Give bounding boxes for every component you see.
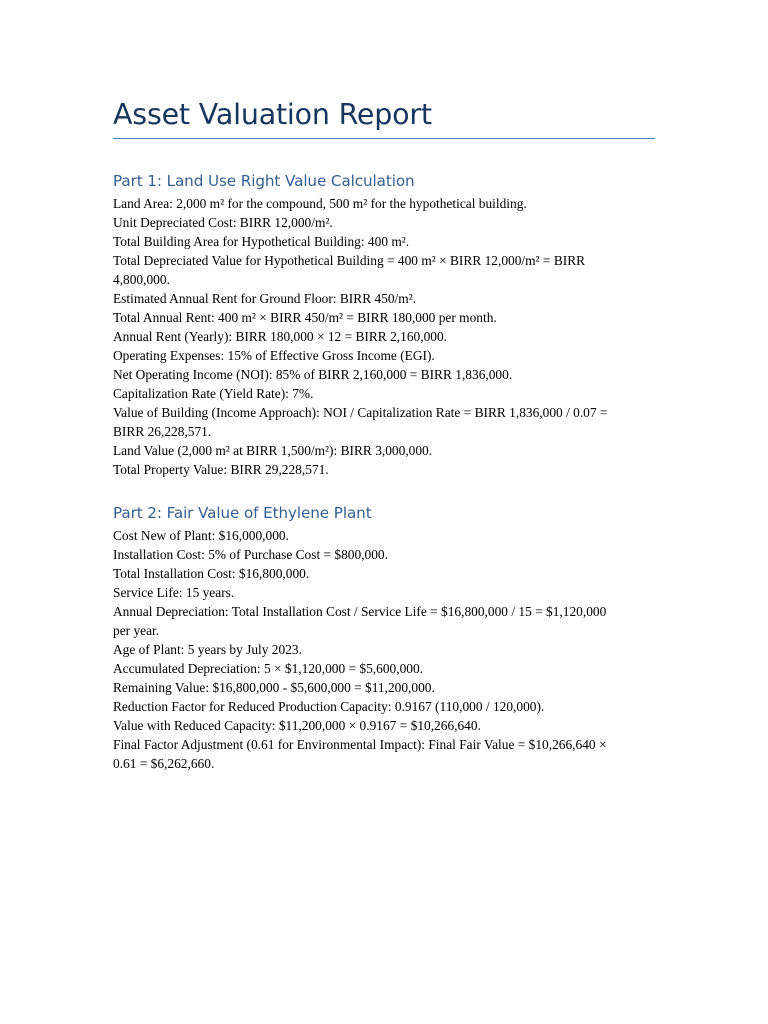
text-line: Estimated Annual Rent for Ground Floor: BIRR 450/m². bbox=[113, 291, 417, 306]
section-part-2 bbox=[113, 503, 655, 773]
text-line: Installation Cost: 5% of Purchase Cost = $800,000. bbox=[113, 547, 388, 562]
text-line: per year. bbox=[113, 623, 160, 638]
section-heading: Part 2: Fair Value of Ethylene Plant bbox=[113, 504, 372, 522]
text-line: Total Depreciated Value for Hypothetical Building = 400 m² × BIRR 12,000/m² = BIRR bbox=[113, 253, 586, 268]
text-line: Annual Depreciation: Total Installation Cost / Service Life = $16,800,000 / 15 = $1,120,000 bbox=[113, 604, 607, 619]
text-line: Remaining Value: $16,800,000 - $5,600,000 = $11,200,000. bbox=[113, 680, 435, 695]
text-line: Total Installation Cost: $16,800,000. bbox=[113, 566, 310, 581]
text-line: Total Annual Rent: 400 m² × BIRR 450/m² = BIRR 180,000 per month. bbox=[113, 310, 497, 325]
document-sections bbox=[113, 171, 655, 773]
text-line: Cost New of Plant: $16,000,000. bbox=[113, 528, 289, 543]
text-line: BIRR 26,228,571. bbox=[113, 424, 212, 439]
text-line: Total Property Value: BIRR 29,228,571. bbox=[113, 462, 329, 477]
section-part-1 bbox=[113, 171, 655, 479]
document-content bbox=[113, 95, 655, 773]
section-heading: Part 1: Land Use Right Value Calculation bbox=[113, 172, 415, 190]
text-line: Capitalization Rate (Yield Rate): 7%. bbox=[113, 386, 314, 401]
text-line: Final Factor Adjustment (0.61 for Environmental Impact): Final Fair Value = $10,266,640 × bbox=[113, 737, 607, 752]
text-line: Value of Building (Income Approach): NOI / Capitalization Rate = BIRR 1,836,000 / 0.07 = bbox=[113, 405, 608, 420]
text-line: Value with Reduced Capacity: $11,200,000 × 0.9167 = $10,266,640. bbox=[113, 718, 481, 733]
text-line: 0.61 = $6,262,660. bbox=[113, 756, 215, 771]
text-line: Service Life: 15 years. bbox=[113, 585, 235, 600]
text-line: Operating Expenses: 15% of Effective Gross Income (EGI). bbox=[113, 348, 435, 363]
text-line: Age of Plant: 5 years by July 2023. bbox=[113, 642, 302, 657]
text-line: Accumulated Depreciation: 5 × $1,120,000 = $5,600,000. bbox=[113, 661, 424, 676]
text-line: Reduction Factor for Reduced Production Capacity: 0.9167 (110,000 / 120,000). bbox=[113, 699, 545, 714]
text-line: Annual Rent (Yearly): BIRR 180,000 × 12 = BIRR 2,160,000. bbox=[113, 329, 447, 344]
text-line: Total Building Area for Hypothetical Building: 400 m². bbox=[113, 234, 410, 249]
text-line: Unit Depreciated Cost: BIRR 12,000/m². bbox=[113, 215, 333, 230]
text-line: Land Value (2,000 m² at BIRR 1,500/m²): BIRR 3,000,000. bbox=[113, 443, 433, 458]
text-line: Land Area: 2,000 m² for the compound, 500 m² for the hypothetical building. bbox=[113, 196, 527, 211]
text-line: 4,800,000. bbox=[113, 272, 170, 287]
text-line: Net Operating Income (NOI): 85% of BIRR 2,160,000 = BIRR 1,836,000. bbox=[113, 367, 513, 382]
document-title: Asset Valuation Report bbox=[113, 95, 655, 139]
